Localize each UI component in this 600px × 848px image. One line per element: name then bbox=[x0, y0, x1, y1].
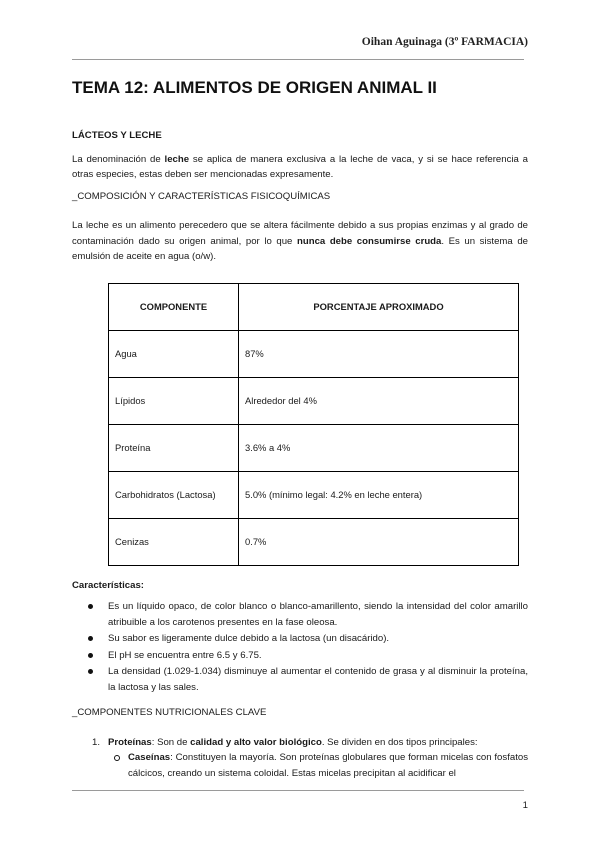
list-item: Es un líquido opaco, de color blanco o blanco-amarillento, siendo la intensidad del color amarillo atribuible a los carotenos presentes en la fase oleosa. bbox=[108, 599, 528, 630]
paragraph-leche-definition: La denominación de leche se aplica de manera exclusiva a la leche de vaca, y si se hace referencia a otras especies, estas deben ser mencionadas expresamente. bbox=[72, 153, 528, 180]
paragraph-composicion: La leche es un alimento perecedero que se altera fácilmente debido a sus propias enzimas y al grado de contaminación dado su origen animal, por lo que nunca debe consumirse cruda. Es un sistema de emulsión de aceite en agua (o/w). bbox=[72, 220, 528, 262]
table-row bbox=[109, 330, 519, 377]
subheading-nutrientes: _COMPONENTES NUTRICIONALES CLAVE bbox=[72, 707, 267, 718]
table-cell: Alrededor del 4% bbox=[239, 377, 519, 424]
sub-list bbox=[92, 750, 528, 781]
nutrients-list bbox=[72, 735, 528, 782]
table-cell: Carbohidratos (Lactosa) bbox=[109, 471, 239, 518]
characteristics-list bbox=[72, 599, 528, 695]
table-cell: 3.6% a 4% bbox=[239, 424, 519, 471]
content bbox=[72, 128, 528, 781]
table-cell: Proteína bbox=[109, 424, 239, 471]
list-item: 1. Proteínas: Son de calidad y alto valor biológico. Se dividen en dos tipos principales: bbox=[92, 735, 528, 751]
item-number: 1. bbox=[92, 736, 101, 748]
list-item: La densidad (1.029-1.034) disminuye al aumentar el contenido de grasa y al disminuir la proteína, la lactosa y las sales. bbox=[108, 664, 528, 695]
table-header-row bbox=[109, 283, 519, 330]
subheading-composicion: _COMPOSICIÓN Y CARACTERÍSTICAS FISICOQUÍMICAS bbox=[72, 190, 331, 202]
page-title: TEMA 12: ALIMENTOS DE ORIGEN ANIMAL II bbox=[72, 78, 437, 97]
table-cell: Cenizas bbox=[109, 518, 239, 565]
table-header-cell: COMPONENTE bbox=[109, 283, 239, 330]
table-row bbox=[109, 471, 519, 518]
table-cell: 0.7% bbox=[239, 518, 519, 565]
table-cell: 87% bbox=[239, 330, 519, 377]
composition-table bbox=[108, 283, 519, 566]
characteristics-heading: Características: bbox=[72, 579, 144, 591]
page-number: 1 bbox=[522, 800, 528, 811]
table-row bbox=[109, 424, 519, 471]
table-cell: Lípidos bbox=[109, 377, 239, 424]
list-item: El pH se encuentra entre 6.5 y 6.75. bbox=[108, 648, 528, 664]
footer-rule bbox=[72, 790, 524, 791]
table-cell: Agua bbox=[109, 330, 239, 377]
table-row bbox=[109, 518, 519, 565]
sub-list-item: Caseínas: Constituyen la mayoría. Son proteínas globulares que forman micelas con fosfatos cálcicos, creando un sistema coloidal. Estas micelas precipitan al acidificar el bbox=[128, 750, 528, 781]
section-heading-lacteos: LÁCTEOS Y LECHE bbox=[72, 130, 162, 141]
table-cell: 5.0% (mínimo legal: 4.2% en leche entera) bbox=[239, 471, 519, 518]
list-item: Su sabor es ligeramente dulce debido a la lactosa (un disacárido). bbox=[108, 631, 528, 647]
header-author: Oihan Aguinaga (3º FARMACIA) bbox=[361, 36, 528, 48]
table-header-cell: PORCENTAJE APROXIMADO bbox=[239, 283, 519, 330]
table-row bbox=[109, 377, 519, 424]
header-rule bbox=[72, 59, 524, 60]
